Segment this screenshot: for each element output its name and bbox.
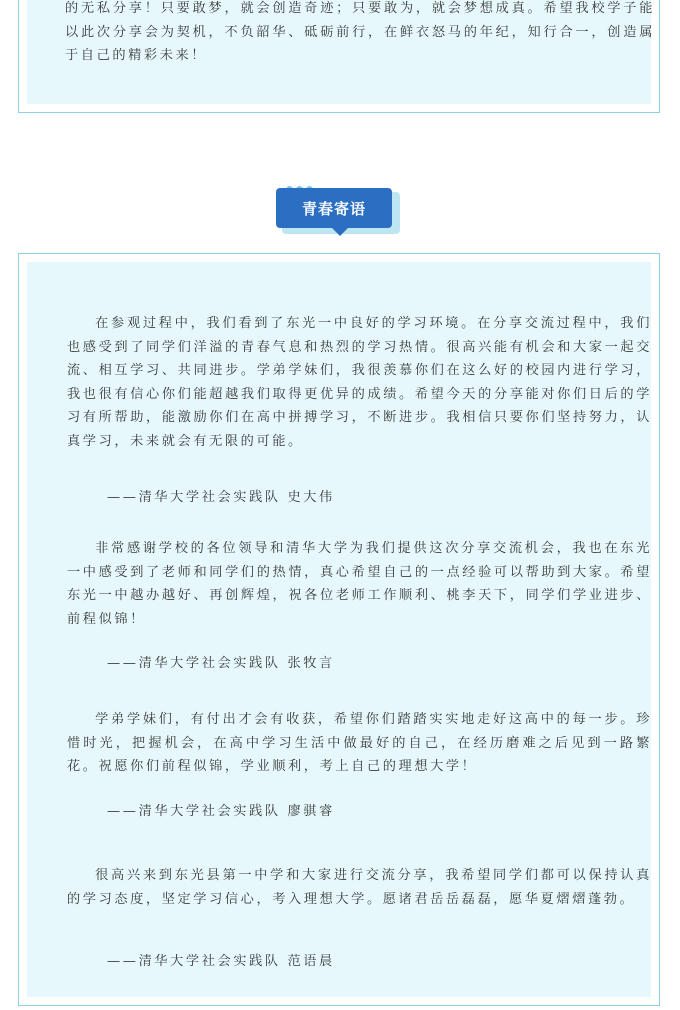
messages-card bbox=[18, 253, 660, 1006]
message-3-text bbox=[67, 708, 652, 779]
section-heading bbox=[276, 186, 402, 244]
message-3-body: 学弟学妹们，有付出才会有收获，希望你们踏踏实实地走好这高中的每一步。珍惜时光，把握机会，在高中学习生活中做最好的自己，在经历磨难之后见到一路繁花。祝愿你们前程似锦，学业顺利，考上自己的理想大学！ bbox=[67, 712, 652, 774]
message-4-body: 很高兴来到东光县第一中学和大家进行交流分享，我希望同学们都可以保持认真的学习态度，坚定学习信心，考入理想大学。愿诸君岳岳磊磊，愿华夏熠熠蓬勃。 bbox=[67, 868, 652, 907]
section-title: 青春寄语 bbox=[276, 188, 392, 228]
pointer-arrow-icon bbox=[332, 228, 348, 236]
message-4-text bbox=[67, 864, 652, 911]
message-2-signature: ——清华大学社会实践队 张牧言 bbox=[107, 656, 335, 671]
message-1-signature: ——清华大学社会实践队 史大伟 bbox=[107, 490, 335, 505]
intro-paragraph: 的无私分享！只要敢梦，就会创造奇迹；只要敢为，就会梦想成真。希望我校学子能以此次分享会为契机，不负韶华、砥砺前行，在鲜衣怒马的年纪，知行合一，创造属于自己的精彩未来！ bbox=[65, 1, 655, 63]
message-2-body: 非常感谢学校的各位领导和清华大学为我们提供这次分享交流机会，我也在东光一中感受到了老师和同学们的热情，真心希望自己的一点经验可以帮助到大家。希望东光一中越办越好、再创辉煌，祝各位老师工作顺利、桃李天下，同学们学业进步、前程似锦！ bbox=[67, 541, 652, 627]
message-4-signature: ——清华大学社会实践队 范语晨 bbox=[107, 954, 335, 969]
message-2-text bbox=[67, 537, 652, 631]
intro-card bbox=[18, 0, 660, 113]
message-1-text bbox=[67, 312, 652, 453]
message-1-body: 在参观过程中，我们看到了东光一中良好的学习环境。在分享交流过程中，我们也感受到了同学们洋溢的青春气息和热烈的学习热情。很高兴能有机会和大家一起交流、相互学习、共同进步。学弟学妹们，我很羡慕你们在这么好的校园内进行学习，我也很有信心你们能超越我们取得更优异的成绩。希望今天的分享能对你们日后的学习有所帮助，能激励你们在高中拼搏学习，不断进步。我相信只要你们坚持努力，认真学习，未来就会有无限的可能。 bbox=[67, 316, 652, 449]
message-3-signature: ——清华大学社会实践队 廖骐睿 bbox=[107, 804, 335, 819]
